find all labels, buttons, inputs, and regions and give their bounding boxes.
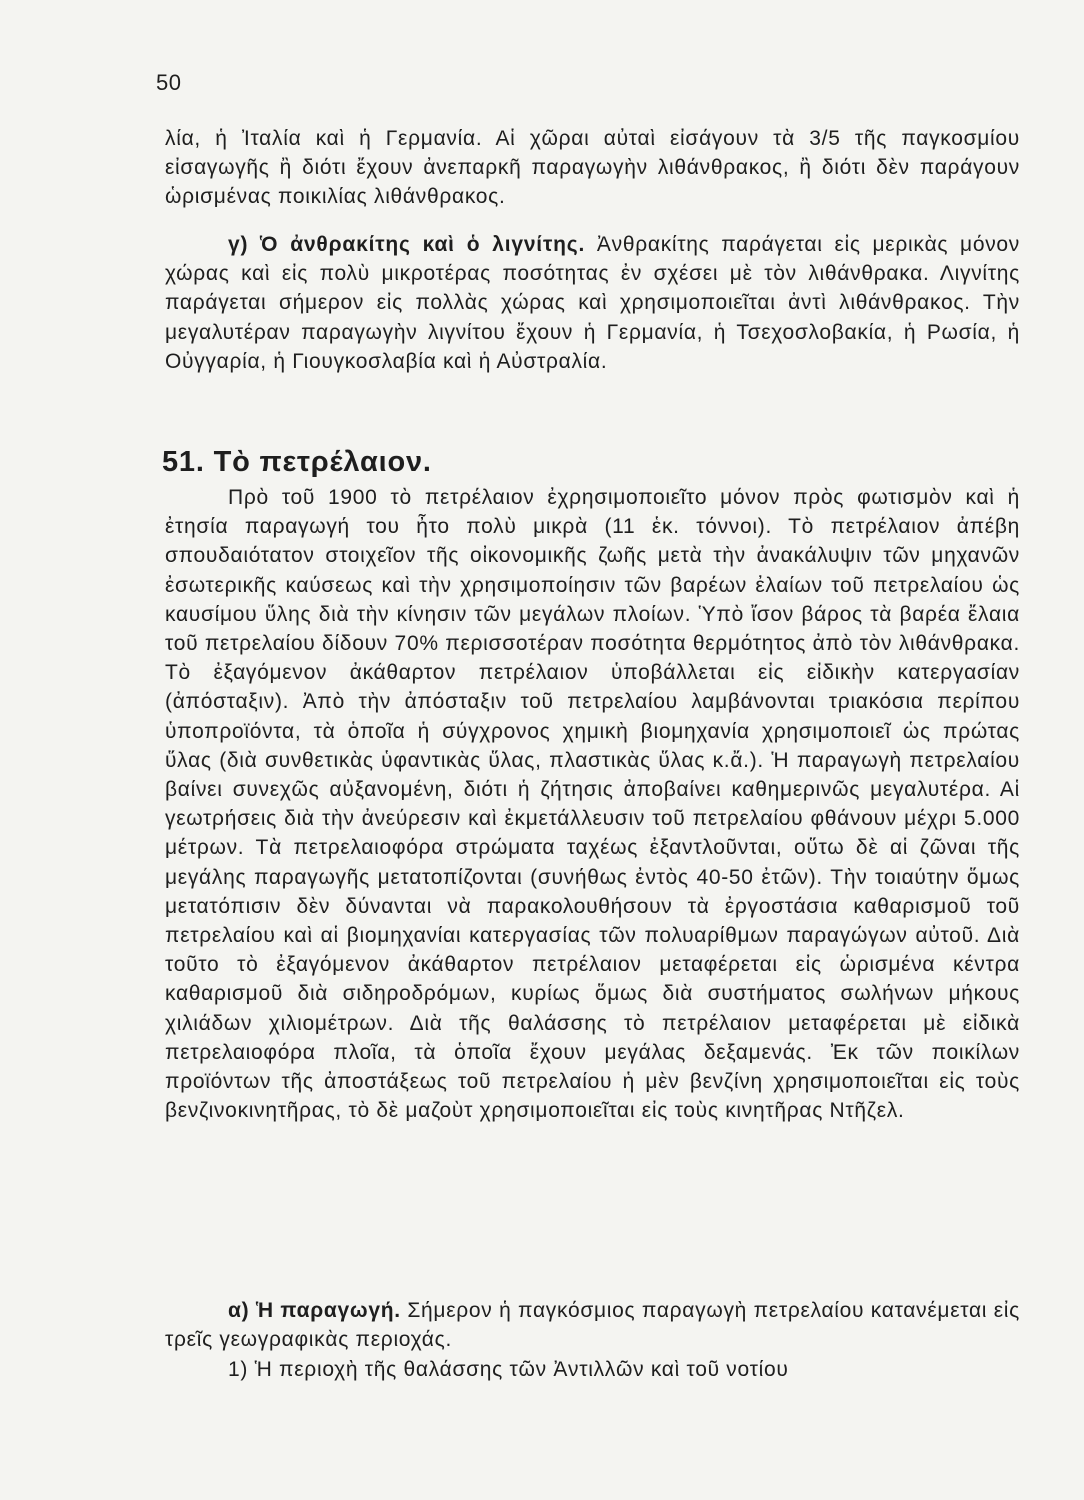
production-subheading: α) Ἡ παραγωγή. (228, 1299, 401, 1322)
petroleum-text: Πρὸ τοῦ 1900 τὸ πετρέλαιον ἐχρησιμοποιεῖτο μόνον πρὸς φωτισμὸν καὶ ἡ ἐτησία παραγωγή του ἦτο πολὺ μικρὰ (11 ἑκ. τόννοι). Τὸ πετρέλαιον ἀπέβη σπουδαιότατον στοιχεῖον τῆς οἰκονομικῆς ζωῆς μετὰ τὴν ἀνακάλυψιν τῶν μηχανῶν ἐσωτερικῆς καύσεως καὶ τὴν χρησιμοποίησιν τῶν βαρέων ἐλαίων τοῦ πετρελαίου ὡς καυσίμου ὕλης διὰ τὴν κίνησιν τῶν μεγάλων πλοίων. Ὑπὸ ἴσον βάρος τὰ βαρέα ἔλαια τοῦ πετρελαίου δίδουν 70% περισσοτέραν ποσότητα θερμότητος ἀπὸ τὸν λιθάνθρακα. Τὸ ἐξαγόμενον ἀκάθαρτον πετρέλαιον ὑποβάλλεται εἰς εἰδικὴν κατεργασίαν (ἀπόσταξιν). Ἀπὸ τὴν ἀπόσταξιν τοῦ πετρελαίου λαμβάνονται τριακόσια περίπου ὑποπροϊόντα, τὰ ὁποῖα ἡ σύγχρονος χημικὴ βιομηχανία χρησιμοποιεῖ ὡς πρώτας ὕλας (διὰ συνθετικὰς ὑφαντικὰς ὕλας, πλαστικὰς ὕλας κ.ἄ.). Ἡ παραγωγὴ πετρελαίου βαίνει συνεχῶς αὐξανομένη, διότι ἡ ζήτησις ἀποβαίνει καθημερινῶς μεγαλυτέρα. Αἱ γεωτρήσεις διὰ τὴν ἀνεύρεσιν καὶ ἐκμετάλλευσιν τοῦ πετρελαίου φθάνουν μέχρι 5.000 μέτρων. Τὰ πετρελαιοφόρα στρώματα ταχέως ἐξαντλοῦνται, οὕτω δὲ αἱ ζῶναι τῆς μεγάλης παραγωγῆς μετατοπίζονται (συνήθως ἐντὸς 40-50 ἐτῶν). Τὴν τοιαύτην ὅμως μετατόπισιν δὲν δύνανται νὰ παρακολουθήσουν τὰ ἐργοστάσια καθαρισμοῦ τοῦ πετρελαίου καὶ αἱ βιομηχανίαι κατεργασίας τῶν πολυαρίθμων παραγώγων αὐτοῦ. Διὰ τοῦτο τὸ ἐξαγόμενον ἀκάθαρτον πετρέλαιον μεταφέρεται εἰς ὡρισμένα κέντρα καθαρισμοῦ διὰ σιδηροδρόμων, κυρίως ὅμως διὰ συστήματος σωλήνων μήκους χιλιάδων χιλιομέτρων. Διὰ τῆς θαλάσσης τὸ πετρέλαιον μεταφέρεται μὲ εἰδικὰ πετρελαιοφόρα πλοῖα, τὰ ὁποῖα ἔχουν μεγάλας δεξαμενάς. Ἐκ τῶν ποικίλων προϊόντων τῆς ἀποστάξεως τοῦ πετρελαίου ἡ μὲν βενζίνη χρησιμοποιεῖται εἰς τοὺς βενζινοκινητῆρας, τὸ δὲ μαζοὺτ χρησιμοποιεῖται εἰς τοὺς κινητῆρας Ντῆζελ. (165, 486, 1020, 1123)
lignite-paragraph (165, 230, 1020, 376)
region-text: 1) Ἡ περιοχὴ τῆς θαλάσσης τῶν Ἀντιλλῶν καὶ τοῦ νοτίου (228, 1358, 789, 1381)
region-paragraph (165, 1355, 1020, 1384)
intro-paragraph (165, 124, 1020, 212)
production-text: Σήμερον ἡ παγκόσμιος παραγωγὴ πετρελαίου κατανέμεται εἰς τρεῖς γεωγραφικὰς περιοχάς. (165, 1299, 1020, 1352)
section-title: 51. Τὸ πετρέλαιον. (162, 446, 432, 478)
lignite-subheading: γ) Ὁ ἀνθρακίτης καὶ ὁ λιγνίτης. (228, 233, 586, 256)
petroleum-paragraph (165, 483, 1020, 1125)
production-paragraph (165, 1296, 1020, 1354)
intro-text: λία, ἡ Ἰταλία καὶ ἡ Γερμανία. Αἱ χῶραι αὐταὶ εἰσάγουν τὰ 3/5 τῆς παγκοσμίου εἰσαγωγῆς ἢ διότι ἔχουν ἀνεπαρκῆ παραγωγὴν λιθάνθρακος, ἢ διότι δὲν παράγουν ὡρισμένας ποικιλίας λιθάνθρακος. (165, 127, 1020, 209)
page-number: 50 (156, 70, 182, 95)
lignite-text: Ἀνθρακίτης παράγεται εἰς μερικὰς μόνον χώρας καὶ εἰς πολὺ μικροτέρας ποσότητας ἐν σχέσει μὲ τὸν λιθάνθρακα. Λιγνίτης παράγεται σήμερον εἰς πολλὰς χώρας καὶ χρησιμοποιεῖται ἀντὶ λιθάνθρακος. Τὴν μεγαλυτέραν παραγωγὴν λιγνίτου ἔχουν ἡ Γερμανία, ἡ Τσεχοσλοβακία, ἡ Ρωσία, ἡ Οὐγγαρία, ἡ Γιουγκοσλαβία καὶ ἡ Αὐστραλία. (165, 233, 1020, 373)
